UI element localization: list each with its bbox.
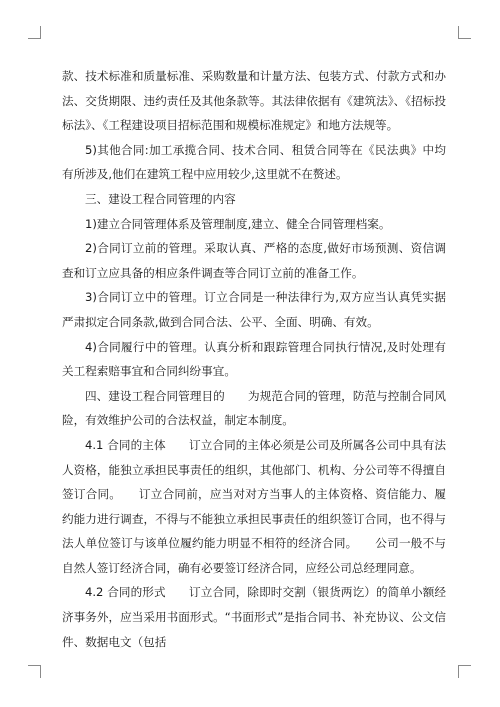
document-body bbox=[62, 64, 446, 654]
paragraph-4-2-contract-form: 4.2 合同的形式 订立合同，除即时交割（银货两讫）的简单小额经济事务外，应当采用书面形式。“书面形式”是指合同书、补充协议、公文信件、数据电文（包括 bbox=[62, 585, 446, 649]
paragraph-4-1-contract-subject: 4.1 合同的主体 订立合同的主体必须是公司及所属各公司中具有法人资格，能独立承担民事责任的组织，其他部门、机构、分公司等不得擅自签订合同。 订立合同前，应当对对方当事人的主体资格、资信能力、履约能力进行调查，不得与不能独立承担民事责任的组织签订合同，也不得与法人单位签订与该单位履约能力明显不相符的经济合同。 公司一般不与自然人签订经济合同，确有必要签订经济合同，应经公司总经理同意。 bbox=[62, 437, 446, 575]
section-heading-management-purpose: 四、建设工程合同管理目的 为规范合同的管理，防范与控制合同风险，有效维护公司的合法权益，制定本制度。 bbox=[62, 388, 446, 428]
paragraph-other-contracts: 5)其他合同:加工承揽合同、技术合同、租赁合同等在《民法典》中均有所涉及,他们在建筑工程中应用较少,这里就不在赘述。 bbox=[62, 142, 446, 182]
paragraph-item-4: 4)合同履行中的管理。认真分析和跟踪管理合同执行情况,及时处理有关工程索赔事宜和合同纠纷事宜。 bbox=[62, 339, 446, 379]
crop-mark-bottom-right bbox=[458, 665, 471, 678]
paragraph-item-2: 2)合同订立前的管理。采取认真、严格的态度,做好市场预测、资信调查和订立应具备的相应条件调查等合同订立前的准备工作。 bbox=[62, 241, 446, 280]
paragraph-item-3: 3)合同订立中的管理。订立合同是一种法律行为,双方应当认真凭实据严肃拟定合同条款,做到合同合法、公平、全面、明确、有效。 bbox=[62, 290, 446, 329]
section-heading-contract-management-content: 三、建设工程合同管理的内容 bbox=[85, 191, 236, 206]
paragraph-continuation: 款、技术标准和质量标准、采购数量和计量方法、包装方式、付款方式和办法、交货期限、违约责任及其他条款等。其法律依据有《建筑法》、《招标投标法》、《工程建设项目招标范围和规模标准规定》和地方法规等。 bbox=[62, 69, 446, 133]
crop-mark-bottom-left bbox=[28, 665, 41, 678]
paragraph-item-1: 1)建立合同管理体系及管理制度,建立、健全合同管理档案。 bbox=[85, 216, 391, 231]
crop-mark-top-right bbox=[458, 26, 471, 39]
crop-mark-top-left bbox=[28, 26, 41, 39]
